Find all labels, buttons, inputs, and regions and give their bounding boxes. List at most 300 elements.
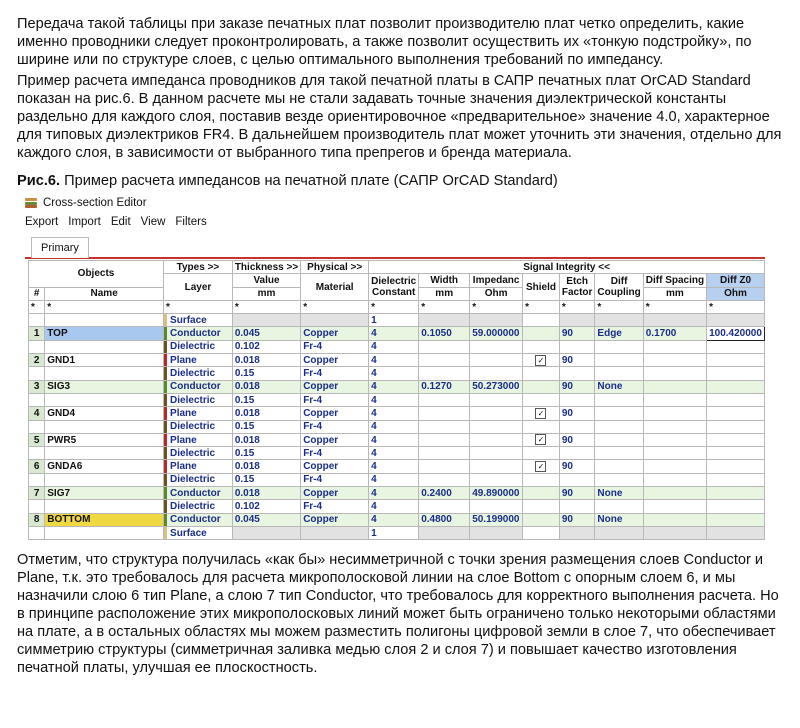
menu-filters[interactable]: Filters [175,216,207,228]
material[interactable]: Copper [301,327,369,340]
shield-checkbox[interactable] [523,473,560,486]
dielectric-constant[interactable]: 4 [369,487,419,500]
filter-cell[interactable]: * [419,300,470,313]
dielectric-constant-header [369,274,419,301]
layer-type[interactable]: Conductor [164,327,233,340]
layer-type[interactable]: Dielectric [164,500,233,513]
thickness-value[interactable]: 0.018 [232,380,300,393]
diff-coupling[interactable] [595,433,643,446]
width-value[interactable] [419,340,470,353]
filter-row [29,300,765,313]
etch-factor[interactable] [559,420,595,433]
dielectric-constant[interactable]: 4 [369,354,419,367]
diff-z0[interactable] [707,487,765,500]
width-value[interactable] [419,447,470,460]
thickness-value[interactable]: 0.045 [232,513,300,526]
row-number[interactable] [29,314,45,327]
value-header: Value [232,274,300,287]
row-number[interactable] [29,340,45,353]
shield-checkbox[interactable] [523,407,560,420]
intro-paragraph: Передача такой таблицы при заказе печатных плат позволит производителю плат четко определить, какие именно проводники следует проконтролировать, а также позволит осуществить их «тонкую подстройку», по ширине или по структуре слоев, с целью оптимального выполнения требований по импедансу. [17,16,752,68]
thickness-value[interactable]: 0.15 [232,447,300,460]
dielectric-constant[interactable]: 1 [369,314,419,327]
layer-name[interactable] [45,367,164,380]
material[interactable]: Fr-4 [301,500,369,513]
thickness-value[interactable] [232,526,300,539]
material-header: Material [301,274,369,301]
impedance-value[interactable]: 49.890000 [470,487,523,500]
layer-name[interactable] [45,314,164,327]
diff-z0[interactable] [707,473,765,486]
impedance-header: Impedanc [470,274,523,287]
diff-spacing[interactable] [643,513,706,526]
row-number[interactable] [29,393,45,406]
shield-check-icon[interactable]: ✓ [535,461,546,472]
thickness-value[interactable]: 0.15 [232,420,300,433]
layer-type[interactable]: Plane [164,433,233,446]
diff-coupling[interactable] [595,420,643,433]
filter-cell[interactable]: * [523,300,560,313]
thickness-unit: mm [232,287,300,300]
dielectric-constant[interactable]: 4 [369,500,419,513]
thickness-value[interactable]: 0.018 [232,354,300,367]
etch-factor[interactable] [559,367,595,380]
shield-checkbox[interactable] [523,393,560,406]
stackup-row [29,460,765,473]
row-number[interactable] [29,500,45,513]
dielectric-constant[interactable]: 4 [369,380,419,393]
stackup-row [29,487,765,500]
dielectric-constant[interactable]: 4 [369,473,419,486]
impedance-value[interactable] [470,314,523,327]
shield-checkbox[interactable] [523,314,560,327]
width-value[interactable] [419,314,470,327]
width-value[interactable] [419,354,470,367]
layer-header: Layer [164,274,233,301]
shield-checkbox[interactable] [523,433,560,446]
example-paragraph: Пример расчета импеданса проводников для такой печатной платы в САПР печатных плат OrCAD Standard показан на рис.6. В данном расчете мы не стали задавать точные значения диэлектрической константы раздельно для каждого слоя, поставив везде ориентировочное «предварительное» значение 4.0, характерное для типовых диэлектриков FR4. В дальнейшем производитель плат может уточнить эти значения, отдельно для каждого слоя, в зависимости от выбранного типа препрегов и бренда материала. [17,73,782,161]
row-number[interactable]: 2 [29,354,45,367]
impedance-value[interactable] [470,526,523,539]
material[interactable]: Fr-4 [301,447,369,460]
layer-type[interactable]: Plane [164,460,233,473]
material[interactable]: Fr-4 [301,420,369,433]
etch-factor[interactable] [559,500,595,513]
stackup-row [29,367,765,380]
menu-bar [21,213,213,231]
material[interactable] [301,314,369,327]
stackup-row [29,314,765,327]
etch-factor[interactable] [559,393,595,406]
shield-checkbox[interactable] [523,327,560,340]
layer-type[interactable]: Surface [164,526,233,539]
dielectric-label: Dielectric [371,276,417,288]
impedance-value[interactable] [470,460,523,473]
etch-factor[interactable] [559,473,595,486]
impedance-value[interactable] [470,367,523,380]
etch-factor[interactable]: 90 [559,327,595,340]
diff-coupling[interactable]: None [595,487,643,500]
material[interactable]: Copper [301,433,369,446]
thickness-value[interactable]: 0.018 [232,487,300,500]
etch-label: Etch [566,276,588,288]
impedance-value[interactable] [470,500,523,513]
width-value[interactable]: 0.2400 [419,487,470,500]
diff-spacing[interactable] [643,433,706,446]
spacing-unit: mm [643,287,706,300]
row-number[interactable]: 3 [29,380,45,393]
layer-type[interactable]: Dielectric [164,447,233,460]
diff-coupling[interactable] [595,500,643,513]
etch-factor[interactable] [559,526,595,539]
layer-type[interactable]: Plane [164,354,233,367]
diff-z0[interactable] [707,314,765,327]
row-number[interactable]: 6 [29,460,45,473]
tab-bar [25,237,765,259]
width-value[interactable] [419,460,470,473]
dielectric-constant[interactable]: 4 [369,433,419,446]
layer-type[interactable]: Plane [164,407,233,420]
etch-factor[interactable]: 90 [559,433,595,446]
etch-factor[interactable]: 90 [559,487,595,500]
stackup-row [29,407,765,420]
impedance-value[interactable] [470,473,523,486]
diff-z0[interactable] [707,447,765,460]
diff-coupling[interactable]: None [595,513,643,526]
diff-coupling-header [595,274,643,301]
dielectric-constant[interactable]: 4 [369,340,419,353]
filter-cell[interactable]: * [369,300,419,313]
shield-checkbox[interactable] [523,460,560,473]
stackup-row [29,393,765,406]
stackup-row [29,447,765,460]
etch-factor[interactable] [559,340,595,353]
coupling-label: Coupling [597,287,641,299]
diff-z0[interactable] [707,354,765,367]
caption-label: Рис.6. [17,173,61,189]
impedance-value[interactable] [470,433,523,446]
name-header: Name [45,287,164,300]
shield-checkbox[interactable] [523,340,560,353]
stackup-row [29,354,765,367]
diff-z0[interactable] [707,420,765,433]
shield-checkbox[interactable] [523,500,560,513]
diff-coupling[interactable] [595,314,643,327]
impedance-unit: Ohm [470,287,523,300]
thickness-value[interactable]: 0.045 [232,327,300,340]
diff-label: Diff [610,276,628,288]
diff-z0[interactable] [707,433,765,446]
thickness-value[interactable]: 0.102 [232,340,300,353]
material[interactable]: Copper [301,354,369,367]
diff-coupling[interactable] [595,526,643,539]
shield-checkbox[interactable] [523,420,560,433]
impedance-value[interactable] [470,420,523,433]
layer-type[interactable]: Dielectric [164,393,233,406]
etch-factor[interactable]: 90 [559,354,595,367]
thickness-header[interactable]: Thickness >> [232,261,300,274]
thickness-value[interactable] [232,314,300,327]
dielectric-constant[interactable]: 4 [369,513,419,526]
width-value[interactable] [419,367,470,380]
diff-spacing[interactable] [643,314,706,327]
cross-section-grid [28,260,765,540]
width-value[interactable] [419,407,470,420]
etch-factor[interactable]: 90 [559,513,595,526]
dielectric-constant[interactable]: 4 [369,367,419,380]
impedance-value[interactable] [470,407,523,420]
dielectric-constant[interactable]: 4 [369,407,419,420]
stackup-row [29,420,765,433]
row-number[interactable] [29,447,45,460]
width-value[interactable]: 0.1050 [419,327,470,340]
stackup-row [29,473,765,486]
physical-header[interactable]: Physical >> [301,261,369,274]
shield-checkbox[interactable] [523,354,560,367]
menu-import[interactable]: Import [68,216,101,228]
layer-name[interactable]: SIG3 [45,380,164,393]
diff-z0[interactable] [707,393,765,406]
diff-z0-unit: Ohm [707,287,765,300]
shield-check-icon[interactable]: ✓ [535,434,546,445]
dielectric-constant[interactable]: 1 [369,526,419,539]
shield-checkbox[interactable] [523,526,560,539]
material[interactable]: Copper [301,460,369,473]
diff-z0[interactable] [707,407,765,420]
filter-cell[interactable]: * [301,300,369,313]
impedance-value[interactable] [470,354,523,367]
diff-coupling[interactable]: None [595,380,643,393]
impedance-value[interactable]: 59.000000 [470,327,523,340]
layer-type[interactable]: Dielectric [164,340,233,353]
diff-coupling[interactable] [595,447,643,460]
diff-spacing[interactable] [643,460,706,473]
layer-name[interactable] [45,393,164,406]
width-value[interactable] [419,500,470,513]
dielectric-constant[interactable]: 4 [369,447,419,460]
diff-spacing-header: Diff Spacing [643,274,706,287]
row-number[interactable] [29,367,45,380]
diff-coupling[interactable] [595,393,643,406]
diff-z0[interactable]: 100.420000 [707,327,765,340]
material[interactable] [301,526,369,539]
diff-spacing[interactable] [643,407,706,420]
layer-name[interactable] [45,500,164,513]
window-title-bar [21,193,765,213]
material[interactable]: Fr-4 [301,340,369,353]
stack-icon [25,198,37,208]
layer-name[interactable]: SIG7 [45,487,164,500]
menu-export[interactable]: Export [25,216,59,228]
row-number[interactable]: 7 [29,487,45,500]
etch-factor[interactable]: 90 [559,407,595,420]
material[interactable]: Copper [301,380,369,393]
layer-name[interactable]: GNDA6 [45,460,164,473]
diff-coupling[interactable] [595,340,643,353]
etch-factor[interactable]: 90 [559,460,595,473]
diff-coupling[interactable] [595,407,643,420]
filter-cell[interactable]: * [164,300,233,313]
etch-factor[interactable] [559,447,595,460]
layer-name[interactable] [45,420,164,433]
row-number[interactable]: 5 [29,433,45,446]
diff-z0[interactable] [707,367,765,380]
material[interactable]: Fr-4 [301,367,369,380]
menu-view[interactable]: View [140,216,166,228]
width-value[interactable] [419,433,470,446]
filter-cell[interactable]: * [45,300,164,313]
filter-cell[interactable]: * [232,300,300,313]
shield-checkbox[interactable] [523,513,560,526]
diff-z0[interactable] [707,380,765,393]
thickness-value[interactable]: 0.018 [232,433,300,446]
thickness-value[interactable]: 0.15 [232,473,300,486]
layer-type[interactable]: Dielectric [164,420,233,433]
impedance-value[interactable]: 50.273000 [470,380,523,393]
diff-z0[interactable] [707,500,765,513]
thickness-value[interactable]: 0.018 [232,407,300,420]
row-number[interactable]: 1 [29,327,45,340]
layer-type[interactable]: Conductor [164,487,233,500]
width-unit: mm [419,287,470,300]
caption-text: Пример расчета импедансов на печатной плате (САПР OrCAD Standard) [60,173,558,189]
shield-check-icon[interactable]: ✓ [535,408,546,419]
diff-spacing[interactable]: 0.1700 [643,327,706,340]
diff-z0-header: Diff Z0 [707,274,765,287]
width-header: Width [419,274,470,287]
row-number[interactable]: 8 [29,513,45,526]
diff-spacing[interactable] [643,447,706,460]
filter-cell[interactable]: * [559,300,595,313]
width-value[interactable] [419,420,470,433]
menu-edit[interactable]: Edit [110,216,131,228]
row-number[interactable] [29,473,45,486]
factor-label: Factor [561,287,593,299]
layer-name[interactable]: TOP [45,327,164,340]
dielectric-constant[interactable]: 4 [369,393,419,406]
shield-check-icon[interactable]: ✓ [535,355,546,366]
row-number[interactable] [29,526,45,539]
diff-coupling[interactable] [595,367,643,380]
etch-factor[interactable]: 90 [559,380,595,393]
impedance-value[interactable] [470,340,523,353]
diff-spacing[interactable] [643,526,706,539]
layer-type[interactable]: Dielectric [164,473,233,486]
thickness-value[interactable]: 0.15 [232,367,300,380]
material[interactable]: Copper [301,513,369,526]
stackup-row [29,340,765,353]
impedance-value[interactable] [470,393,523,406]
shield-header: Shield [523,274,560,301]
filter-cell[interactable]: * [707,300,765,313]
layer-name[interactable] [45,447,164,460]
shield-checkbox[interactable] [523,367,560,380]
shield-checkbox[interactable] [523,447,560,460]
thickness-value[interactable]: 0.102 [232,500,300,513]
stackup-row [29,526,765,539]
layer-type[interactable]: Conductor [164,380,233,393]
layer-name[interactable] [45,526,164,539]
layer-name[interactable]: GND1 [45,354,164,367]
material[interactable]: Copper [301,487,369,500]
diff-spacing[interactable] [643,393,706,406]
etch-factor-header [559,274,595,301]
width-value[interactable]: 0.4800 [419,513,470,526]
diff-coupling[interactable]: Edge [595,327,643,340]
num-header: # [29,287,45,300]
shield-checkbox[interactable] [523,487,560,500]
dielectric-constant[interactable]: 4 [369,460,419,473]
filter-cell[interactable]: * [470,300,523,313]
diff-z0[interactable] [707,513,765,526]
material[interactable]: Fr-4 [301,393,369,406]
impedance-value[interactable] [470,447,523,460]
layer-name[interactable] [45,340,164,353]
constant-label: Constant [372,287,416,299]
thickness-value[interactable]: 0.15 [232,393,300,406]
types-header[interactable]: Types >> [164,261,233,274]
diff-spacing[interactable] [643,487,706,500]
diff-spacing[interactable] [643,473,706,486]
thickness-value[interactable]: 0.018 [232,460,300,473]
width-value[interactable] [419,393,470,406]
diff-z0[interactable] [707,460,765,473]
diff-spacing[interactable] [643,354,706,367]
row-number[interactable]: 4 [29,407,45,420]
layer-name[interactable]: GND4 [45,407,164,420]
width-value[interactable]: 0.1270 [419,380,470,393]
diff-spacing[interactable] [643,420,706,433]
layer-name[interactable]: PWR5 [45,433,164,446]
tab-primary[interactable]: Primary [31,237,89,258]
diff-coupling[interactable] [595,473,643,486]
diff-coupling[interactable] [595,460,643,473]
layer-name[interactable]: BOTTOM [45,513,164,526]
layer-type[interactable]: Conductor [164,513,233,526]
filter-cell[interactable]: * [29,300,45,313]
stackup-row [29,500,765,513]
row-number[interactable] [29,420,45,433]
shield-checkbox[interactable] [523,380,560,393]
diff-z0[interactable] [707,526,765,539]
dielectric-constant[interactable]: 4 [369,420,419,433]
stackup-row [29,327,765,340]
material[interactable]: Fr-4 [301,473,369,486]
figure-caption [17,172,558,190]
etch-factor[interactable] [559,314,595,327]
filter-cell[interactable]: * [643,300,706,313]
filter-cell[interactable]: * [595,300,643,313]
note-paragraph: Отметим, что структура получилась «как бы» несимметричной с точки зрения размещения слоев Conductor и Plane, т.к. это требовалось для расчета микрополосковой линии на слое Bottom с опорным слоем 6, и мы назначили слою 6 тип Plane, а слою 7 тип Conductor, что требовалось для корректного выполнения расчета. Но в принципе расположение этих микрополосковых линий может быть ограничено только некоторыми областями на плате, а в остальных областях мы можем разместить полигоны цифровой земли в слое 7, что обеспечивает симметрию структуры (симметричная заливка медью слоя 2 и слоя 7) и повышает качество изготовления печатной платы, улучшая ее плоскостность. [17,552,779,676]
material[interactable]: Copper [301,407,369,420]
objects-header: Objects [29,261,164,288]
diff-spacing[interactable] [643,340,706,353]
stackup-row [29,513,765,526]
width-value[interactable] [419,526,470,539]
diff-coupling[interactable] [595,354,643,367]
diff-spacing[interactable] [643,500,706,513]
layer-type[interactable]: Surface [164,314,233,327]
layer-type[interactable]: Dielectric [164,367,233,380]
diff-z0[interactable] [707,340,765,353]
layer-name[interactable] [45,473,164,486]
width-value[interactable] [419,473,470,486]
impedance-value[interactable]: 50.199000 [470,513,523,526]
diff-spacing[interactable] [643,380,706,393]
dielectric-constant[interactable]: 4 [369,327,419,340]
diff-spacing[interactable] [643,367,706,380]
signal-integrity-header[interactable]: Signal Integrity << [369,261,765,274]
